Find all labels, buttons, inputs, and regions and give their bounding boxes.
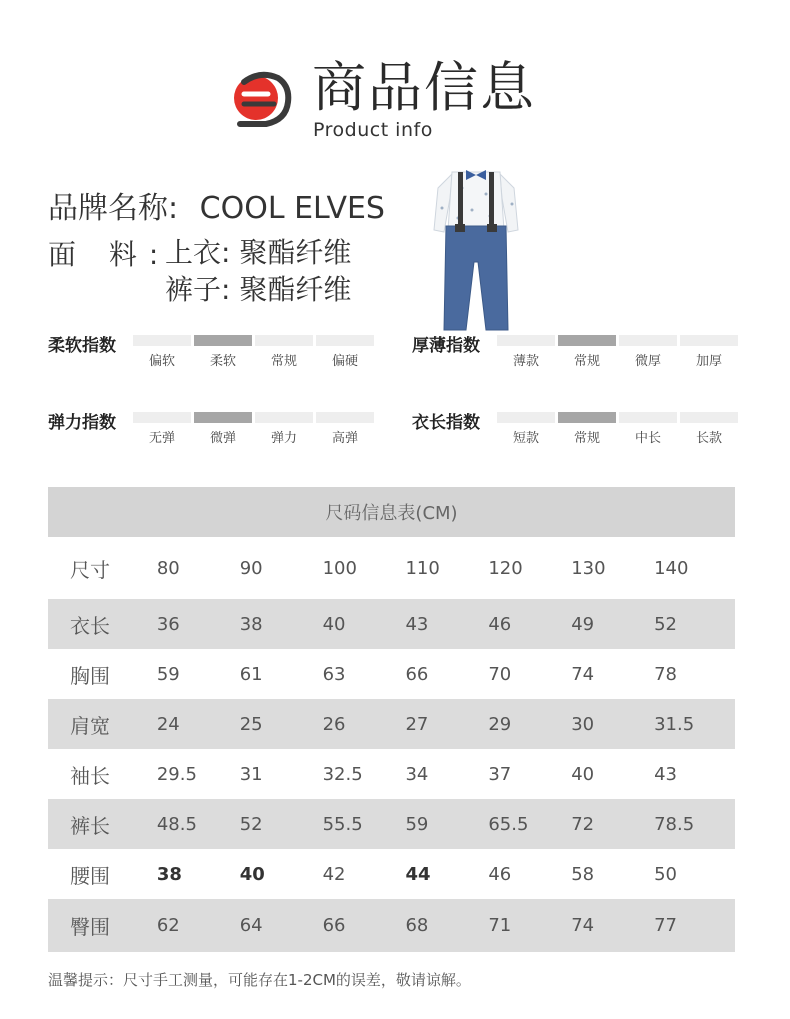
row-label: 胸围 [70,663,110,688]
table-cell: 80 [156,557,180,579]
table-cell: 68 [405,915,429,936]
table-cell: 140 [654,557,689,579]
table-cell: 34 [405,763,429,785]
table-cell: 59 [405,813,429,835]
row-label: 尺寸 [70,557,110,582]
scale-label: 短款 [512,431,539,446]
scale-label: 常规 [573,354,600,369]
fabric-pants: 裤子: 聚酯纤维 [165,273,352,306]
size-table [48,487,735,952]
row-label: 腰围 [70,863,110,888]
scale-label: 薄款 [512,354,539,369]
scale-segment [619,335,677,346]
table-cell: 62 [156,915,180,936]
table-cell: 43 [654,763,677,785]
scale-label: 常规 [270,354,297,369]
elasticity-index [48,408,116,433]
softness-scale [133,335,374,369]
thickness-scale [497,335,738,369]
table-row [48,799,735,849]
brand-value: COOL ELVES [199,191,385,226]
table-cell: 40 [322,613,346,635]
elasticity-scale [133,412,374,446]
scale-label: 常规 [573,431,600,446]
table-cell: 71 [488,915,512,936]
table-cell: 61 [239,663,263,685]
table-cell: 130 [571,557,606,579]
scale-segment [255,412,313,423]
scale-segment-selected [558,335,616,346]
scale-segment [316,412,374,423]
table-cell: 25 [239,713,263,735]
scale-segment [133,412,191,423]
scale-label: 长款 [695,431,722,446]
table-cell: 29.5 [156,763,197,785]
table-cell: 74 [571,915,595,936]
softness-index [48,331,116,356]
table-row [48,537,735,599]
table-cell: 52 [654,613,677,635]
table-cell: 38 [156,863,182,885]
table-cell: 31 [239,763,263,785]
table-cell: 31.5 [654,713,695,735]
row-label: 臀围 [70,915,110,939]
table-cell: 70 [488,663,512,685]
table-cell: 66 [322,915,346,936]
row-label: 肩宽 [70,713,110,738]
page-subtitle: Product info [313,119,433,141]
scale-segment [619,412,677,423]
fabric-top: 上衣: 聚酯纤维 [165,236,352,269]
table-cell: 48.5 [156,813,197,835]
table-cell: 42 [322,863,346,885]
scale-segment [497,335,555,346]
table-cell: 49 [571,613,595,635]
length-scale [497,412,738,446]
scale-segment [316,335,374,346]
table-cell: 120 [488,557,523,579]
brand-row [48,183,385,227]
size-table-title: 尺码信息表(CM) [48,487,735,537]
elasticity-index-title: 弹力指数 [48,413,116,433]
table-row [48,749,735,799]
measurement-note: 温馨提示：尺寸手工测量，可能存在1-2CM的误差，敬请谅解。 [48,971,471,989]
table-cell: 78.5 [654,813,695,835]
table-row [48,699,735,749]
scale-segment-selected [194,335,252,346]
table-cell: 65.5 [488,813,529,835]
table-cell: 59 [156,663,180,685]
fabric-label: 面 料: [48,238,171,271]
table-cell: 27 [405,713,429,735]
table-row [48,649,735,699]
page-title: 商品信息 [312,56,536,119]
product-info-logo-icon [230,68,294,132]
scale-label: 高弹 [331,431,358,446]
scale-label: 微弹 [209,431,236,446]
table-cell: 74 [571,663,595,685]
scale-label: 柔软 [209,354,236,369]
row-label: 衣长 [70,613,110,638]
table-cell: 36 [156,613,180,635]
table-cell: 44 [405,863,431,885]
softness-index-title: 柔软指数 [48,336,116,356]
table-cell: 100 [322,557,357,579]
scale-segment [497,412,555,423]
table-cell: 72 [571,813,595,835]
table-cell: 110 [405,557,440,579]
table-cell: 77 [654,915,677,936]
row-label: 袖长 [70,763,110,788]
scale-segment-selected [558,412,616,423]
table-cell: 24 [156,713,180,735]
row-label: 裤长 [70,813,110,838]
table-cell: 40 [239,863,265,885]
scale-label: 加厚 [695,354,722,369]
table-row [48,899,735,952]
table-cell: 63 [322,663,346,685]
scale-segment [255,335,313,346]
table-cell: 46 [488,613,512,635]
scale-segment [680,412,738,423]
brand-label: 品牌名称: [48,191,179,226]
table-cell: 30 [571,713,595,735]
scale-segment [133,335,191,346]
scale-segment-selected [194,412,252,423]
boys-suspender-outfit-illustration [428,158,524,333]
table-cell: 78 [654,663,677,685]
scale-label: 偏软 [148,354,175,369]
table-cell: 50 [654,863,677,885]
table-row [48,849,735,899]
length-index-title: 衣长指数 [412,413,480,433]
table-cell: 90 [239,557,263,579]
scale-segment [680,335,738,346]
table-cell: 43 [405,613,429,635]
scale-label: 微厚 [634,354,661,369]
table-row [48,599,735,649]
table-cell: 64 [239,915,263,936]
scale-label: 偏硬 [331,354,358,369]
table-cell: 38 [239,613,263,635]
table-cell: 46 [488,863,512,885]
table-cell: 55.5 [322,813,363,835]
table-cell: 32.5 [322,763,363,785]
scale-label: 无弹 [148,431,175,446]
table-cell: 52 [239,813,263,835]
length-index [412,408,480,433]
thickness-index-title: 厚薄指数 [412,336,480,356]
table-cell: 58 [571,863,595,885]
table-cell: 66 [405,663,429,685]
table-cell: 37 [488,763,512,785]
scale-label: 中长 [634,431,661,446]
scale-label: 弹力 [270,431,297,446]
table-cell: 29 [488,713,512,735]
table-cell: 26 [322,713,346,735]
thickness-index [412,331,480,356]
table-cell: 40 [571,763,595,785]
